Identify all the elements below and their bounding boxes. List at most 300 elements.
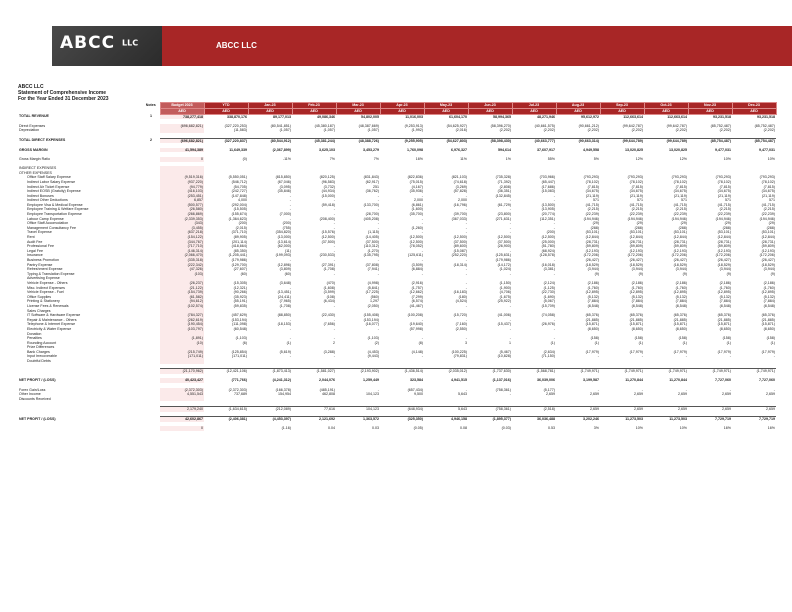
month-cell: (7,299) xyxy=(411,294,423,299)
ytd-cell: 4,000 xyxy=(238,198,247,203)
row-label: Other Income xyxy=(19,392,41,397)
month-cell: (17,979) xyxy=(761,349,775,354)
row-label: Rent xyxy=(27,235,35,240)
month-cell: 1,259,449 xyxy=(363,378,379,383)
month-cell: - xyxy=(465,207,467,212)
month-cell: (28,700) xyxy=(365,212,379,217)
month-cell: (194,946) xyxy=(671,216,687,221)
month-cell: (34,675) xyxy=(717,189,731,194)
month-cell: (2,186) xyxy=(719,280,731,285)
month-cell: (37,500) xyxy=(365,239,379,244)
month-cell: - xyxy=(333,244,335,249)
month-cell: (18,529) xyxy=(585,262,599,267)
month-cell: (7,884) xyxy=(587,299,599,304)
ytd-cell: (35,923) xyxy=(233,294,247,299)
month-cell: (36,762) xyxy=(365,189,379,194)
month-cell: (12,500) xyxy=(409,239,423,244)
budget-cell: (61,582) xyxy=(160,295,204,300)
month-cell: (133,700) xyxy=(363,202,379,207)
currency-label: AED xyxy=(732,109,776,115)
month-cell: (16,018) xyxy=(541,262,555,267)
month-cell: (4,167) xyxy=(411,184,423,189)
ytd-cell: (15,505) xyxy=(233,207,247,212)
month-cell: - xyxy=(465,258,467,262)
month-cell: 571 xyxy=(681,198,687,203)
row-label: Indirect Bonuses xyxy=(27,193,54,198)
month-cell: (8,650) xyxy=(587,326,599,331)
row-label: Donation xyxy=(27,331,42,336)
row-label: Employee Visa & Medical Expense xyxy=(27,202,83,207)
ytd-cell: (12,321) xyxy=(233,285,247,290)
month-cell: 571 xyxy=(593,198,599,203)
month-cell: (9) xyxy=(682,271,687,276)
month-cell: (12,500) xyxy=(409,235,423,240)
month-cell: (1,057) xyxy=(367,128,379,133)
budget-cell: (2,066,470) xyxy=(160,253,204,258)
month-cell: - xyxy=(421,258,423,262)
month-cell: (88,850) xyxy=(277,313,291,318)
header-month: Dec-23 xyxy=(732,103,776,109)
month-cell: (2,202) xyxy=(587,128,599,133)
month-cell: 2,659 xyxy=(546,392,555,397)
month-cell: - xyxy=(377,326,379,331)
month-cell: (53,101) xyxy=(629,230,643,235)
month-cell: (2,050) xyxy=(367,303,379,308)
month-cell: (180) xyxy=(458,294,467,299)
month-cell: - xyxy=(421,248,423,253)
month-cell: 11,270,844 xyxy=(625,378,643,383)
month-cell: (15,000) xyxy=(321,193,335,198)
month-cell: (13,614) xyxy=(277,239,291,244)
month-cell: (9) xyxy=(638,271,643,276)
header-month: Aug-23 xyxy=(556,103,600,109)
month-cell: 55% xyxy=(547,156,555,161)
month-cell: (7,965) xyxy=(279,299,291,304)
month-cell: (65,376) xyxy=(673,313,687,318)
month-cell: (78,102) xyxy=(717,179,731,184)
row-label: Rounding Account xyxy=(27,340,57,345)
month-cell: (230,533) xyxy=(319,253,335,258)
row-label: Vehicle Expense - Fuel xyxy=(27,290,64,295)
month-cell: (41,715) xyxy=(717,202,731,207)
month-cell: (17,686) xyxy=(541,184,555,189)
ytd-cell: (111,098) xyxy=(232,322,247,327)
month-cell: (12,895) xyxy=(717,290,731,295)
header-month: Jan-23 xyxy=(248,103,292,109)
month-cell: 2,659 xyxy=(688,407,732,412)
month-cell: (15,871) xyxy=(761,322,775,327)
month-cell: (34,675) xyxy=(673,189,687,194)
month-cell: 2,659 xyxy=(732,407,776,412)
month-cell: - xyxy=(465,285,467,290)
month-cell: 49,086,346 xyxy=(317,114,335,119)
month-cell: (14,405) xyxy=(365,235,379,240)
month-cell: (7,815) xyxy=(763,184,775,189)
month-cell: (2,518) xyxy=(512,407,556,412)
month-cell: - xyxy=(509,317,511,322)
row-label: Management Consultancy Fee xyxy=(27,225,76,230)
month-cell: (3,599) xyxy=(323,290,335,295)
ytd-cell: (1,364,623) xyxy=(228,216,247,221)
month-cell: (96,583) xyxy=(321,179,335,184)
month-cell: 323,584 xyxy=(410,378,423,383)
month-cell: 54,802,005 xyxy=(361,114,379,119)
ytd-cell: (15,305) xyxy=(233,280,247,285)
month-cell: - xyxy=(465,303,467,308)
month-cell: (4,998) xyxy=(367,280,379,285)
month-cell: (2,202) xyxy=(499,128,511,133)
month-cell: (1,608) xyxy=(323,285,335,290)
month-cell: (80,541,851) xyxy=(270,123,291,128)
month-cell: (793,293) xyxy=(759,175,775,180)
month-cell: (18,529) xyxy=(673,262,687,267)
month-cell: - xyxy=(289,198,291,203)
month-cell: (89,600) xyxy=(453,244,467,249)
row-label: Input Irrecoverable xyxy=(27,354,57,359)
month-cell: - xyxy=(509,198,511,203)
month-cell: (793,293) xyxy=(583,175,599,180)
budget-cell: (696,682,821) xyxy=(160,124,204,129)
month-cell: (17,979) xyxy=(585,349,599,354)
month-cell: (1,600) xyxy=(411,207,423,212)
month-cell: - xyxy=(509,326,511,331)
month-cell: - xyxy=(289,336,291,341)
month-cell: (21,119) xyxy=(717,193,731,198)
month-cell: (85,754,487) xyxy=(732,138,776,143)
budget-cell: (335,318) xyxy=(160,258,204,263)
month-cell: - xyxy=(289,202,291,207)
month-cell: (657,434) xyxy=(407,387,423,392)
month-cell: (18,314) xyxy=(453,262,467,267)
month-cell: (27,391) xyxy=(321,262,335,267)
month-cell: (125,611) xyxy=(407,253,423,258)
month-cell: (158) xyxy=(722,336,731,341)
month-cell: (212,089) xyxy=(248,407,292,412)
month-cell: (405,208) xyxy=(363,216,379,221)
month-cell: - xyxy=(553,225,555,230)
month-cell: (758,361) xyxy=(495,387,511,392)
heading-company: ABCC LLC xyxy=(18,84,44,90)
month-cell: (1,749,971) xyxy=(644,369,688,374)
month-cell: - xyxy=(289,193,291,198)
month-cell: (8,650) xyxy=(719,326,731,331)
row-label: GROSS MARGIN xyxy=(19,147,48,152)
ytd-cell: (242,727) xyxy=(231,189,247,194)
currency-label: AED xyxy=(424,109,468,115)
month-cell: - xyxy=(641,354,643,359)
month-cell: (78,102) xyxy=(673,179,687,184)
month-cell: (7,160) xyxy=(455,322,467,327)
header-ytd: YTD xyxy=(204,103,248,109)
month-cell: 4,941,515 xyxy=(451,378,467,383)
header-company-name: ABCC LLC xyxy=(216,41,257,50)
month-cell: (65,376) xyxy=(717,313,731,318)
row-note: 1 xyxy=(150,114,152,119)
ytd-cell: (2,015) xyxy=(235,225,247,230)
month-cell: - xyxy=(377,221,379,226)
month-cell: (1,749,971) xyxy=(732,369,776,374)
month-cell: (13,000) xyxy=(277,235,291,240)
month-cell: (79,831) xyxy=(453,354,467,359)
heading-period: For the Year Ended 31 December 2023 xyxy=(18,96,109,102)
month-cell: (1,760) xyxy=(675,285,687,290)
month-cell: (1,900) xyxy=(499,285,511,290)
month-cell: (1.16) xyxy=(281,426,291,431)
month-cell: (12,895) xyxy=(585,290,599,295)
month-cell: (59,809) xyxy=(717,244,731,249)
month-cell: (7,941) xyxy=(367,267,379,272)
month-cell: (3,509) xyxy=(411,262,423,267)
row-label: Sales Charges xyxy=(27,308,51,313)
currency-label: AED xyxy=(512,109,556,115)
month-cell: - xyxy=(465,221,467,226)
month-cell: (17,979) xyxy=(717,349,731,354)
month-cell: (26,427) xyxy=(585,258,599,262)
month-cell: 13,020,825 xyxy=(625,147,643,152)
month-cell: (59,809) xyxy=(761,244,775,249)
row-label: Travel Expense xyxy=(27,230,52,235)
row-label: Legal Fee xyxy=(27,248,43,253)
month-cell: (822,836) xyxy=(407,175,423,180)
month-cell: 3,453,279 xyxy=(363,147,379,152)
month-cell: (5,132) xyxy=(631,294,643,299)
month-cell: (820,125) xyxy=(319,175,335,180)
month-cell: (26,900) xyxy=(497,244,511,249)
month-cell: (59,418) xyxy=(321,202,335,207)
month-cell: (8,548) xyxy=(587,303,599,308)
month-cell: (132,845) xyxy=(495,193,511,198)
month-cell: (172,206) xyxy=(671,253,687,258)
month-cell: 2,659 xyxy=(766,392,775,397)
month-cell: (99,644,789) xyxy=(600,138,644,143)
month-cell: (1,992) xyxy=(411,128,423,133)
month-cell: (28,731) xyxy=(761,239,775,244)
month-cell: (1,115) xyxy=(367,230,379,235)
month-cell: (8,548) xyxy=(763,303,775,308)
month-cell: 2,659 xyxy=(600,407,644,412)
month-cell: (2,550) xyxy=(455,326,467,331)
row-label: Printing & Stationery xyxy=(27,299,60,304)
month-cell: (7,656) xyxy=(323,322,335,327)
month-cell: 462,808 xyxy=(322,392,335,397)
month-cell: 2,659 xyxy=(634,392,643,397)
ytd-cell: (6) xyxy=(242,340,247,345)
budget-cell: (266,869) xyxy=(160,212,204,217)
month-cell: (128,578) xyxy=(539,253,555,258)
budget-cell: 6,857 xyxy=(160,198,204,203)
month-cell: (1,270) xyxy=(367,248,379,253)
month-cell: (25,922) xyxy=(497,299,511,304)
month-cell: (1) xyxy=(770,340,775,345)
month-cell: (2,916) xyxy=(411,280,423,285)
month-cell: (7,884) xyxy=(719,299,731,304)
month-cell: (110,312) xyxy=(363,244,379,249)
budget-cell: (154,739) xyxy=(160,290,204,295)
month-cell: - xyxy=(773,354,775,359)
month-cell: (100,225) xyxy=(451,349,467,354)
month-cell: (158) xyxy=(678,336,687,341)
month-cell: (62,000) xyxy=(277,244,291,249)
month-cell: 89,177,013 xyxy=(273,114,291,119)
ytd-cell: (2,406,381) xyxy=(204,417,248,422)
month-cell: (2,634) xyxy=(543,349,555,354)
budget-cell: (1,891) xyxy=(160,336,204,341)
month-cell: (5,132) xyxy=(763,294,775,299)
month-cell: (22,239) xyxy=(585,212,599,217)
month-cell: (29) xyxy=(768,221,775,226)
month-cell: - xyxy=(465,280,467,285)
month-cell: - xyxy=(289,216,291,221)
month-cell: 6,976,327 xyxy=(451,147,467,152)
month-cell: (703,966) xyxy=(539,175,555,180)
month-cell: (7,815) xyxy=(587,184,599,189)
row-label: NET PROFIT / (LOSS) xyxy=(19,416,56,421)
month-cell: (3,944) xyxy=(675,267,687,272)
month-cell: (17,225) xyxy=(365,290,379,295)
month-cell: (34,675) xyxy=(761,189,775,194)
month-cell: (5,132) xyxy=(675,294,687,299)
month-cell: (12,844) xyxy=(629,235,643,240)
budget-cell: (26,580) xyxy=(160,207,204,212)
month-cell: (2,215) xyxy=(587,207,599,212)
month-cell: 112,663,614 xyxy=(623,114,643,119)
month-cell: - xyxy=(465,267,467,272)
ytd-cell: (171,011) xyxy=(231,354,247,359)
month-cell: (125,631) xyxy=(495,253,511,258)
month-cell: (12,193) xyxy=(761,248,775,253)
month-cell: (28,731) xyxy=(629,239,643,244)
month-cell: (7,815) xyxy=(719,184,731,189)
month-cell: (1,125) xyxy=(543,285,555,290)
month-cell: (1) xyxy=(726,340,731,345)
month-cell: (7,000) xyxy=(279,212,291,217)
month-cell: (22,239) xyxy=(629,212,643,217)
ytd-cell: (292,004) xyxy=(231,202,247,207)
month-cell: - xyxy=(333,198,335,203)
ytd-cell: (200) xyxy=(238,221,247,226)
month-cell: 77,616 xyxy=(292,407,336,412)
month-cell: (53,101) xyxy=(585,230,599,235)
month-cell: (13,905) xyxy=(541,207,555,212)
month-cell: (41,715) xyxy=(629,202,643,207)
month-cell: (21,119) xyxy=(629,193,643,198)
month-cell: 5% xyxy=(593,156,599,161)
row-label: Labour Camp Expense xyxy=(27,216,64,221)
budget-cell: (215,749) xyxy=(160,350,204,355)
month-cell: (158) xyxy=(766,336,775,341)
month-cell: (25,000) xyxy=(541,239,555,244)
ytd-cell: (418,664) xyxy=(231,244,247,249)
month-cell: (172,206) xyxy=(759,253,775,258)
month-cell: - xyxy=(509,207,511,212)
month-cell: (821,103) xyxy=(451,175,467,180)
month-cell: (13,451) xyxy=(277,290,291,295)
month-cell: (59,809) xyxy=(673,244,687,249)
month-cell: (22,730) xyxy=(541,290,555,295)
month-cell: (78,052) xyxy=(409,244,423,249)
month-cell: (18,153) xyxy=(277,322,291,327)
month-cell: - xyxy=(377,271,379,276)
month-cell: (1,436,514) xyxy=(380,369,424,374)
month-cell: (5,132) xyxy=(587,294,599,299)
month-cell: - xyxy=(685,354,687,359)
month-cell: (5,177) xyxy=(543,387,555,392)
month-cell: (23,800) xyxy=(497,212,511,217)
month-cell: 0.53 xyxy=(548,426,555,431)
month-cell: - xyxy=(289,258,291,262)
month-cell: (12,896) xyxy=(277,262,291,267)
header-month: Jul-23 xyxy=(512,103,556,109)
month-cell: 16% xyxy=(723,426,731,431)
month-cell: (3,732) xyxy=(323,184,335,189)
budget-cell: 4,551,543 xyxy=(160,392,204,397)
month-cell: (90,663,314) xyxy=(556,138,600,143)
ytd-cell: (125,854) xyxy=(231,349,247,354)
month-cell: (7,884) xyxy=(763,299,775,304)
month-cell: (60) xyxy=(284,271,291,276)
month-cell: (35,846) xyxy=(277,189,291,194)
month-cell: (5,132) xyxy=(719,294,731,299)
month-cell: (288) xyxy=(766,225,775,230)
month-cell: - xyxy=(333,271,335,276)
month-cell: 3,625,103 xyxy=(319,147,335,152)
row-label: Insurance xyxy=(27,253,43,258)
month-cell: (2) xyxy=(374,340,379,345)
row-label: Refreshment Expense xyxy=(27,267,63,272)
month-cell: 36,036,488 xyxy=(512,417,556,422)
month-cell: (1,895,377) xyxy=(468,417,512,422)
row-label: Repair & Maintenance - Others xyxy=(27,317,77,322)
month-cell: (2,202) xyxy=(763,128,775,133)
ytd-cell: (327,220,253) xyxy=(224,123,247,128)
month-cell: 112,663,614 xyxy=(667,114,687,119)
month-cell: (39,700) xyxy=(453,212,467,217)
month-cell: 571 xyxy=(637,198,643,203)
month-cell: (2,215) xyxy=(719,207,731,212)
month-cell: (15,083) xyxy=(541,189,555,194)
ytd-cell: (153,194) xyxy=(231,317,247,322)
month-cell: (16,077) xyxy=(365,322,379,327)
month-cell: (15,437) xyxy=(497,322,511,327)
month-cell: (7,884) xyxy=(675,299,687,304)
budget-cell: (103,797) xyxy=(160,327,204,332)
month-cell: - xyxy=(377,258,379,262)
month-cell: 7,727,060 xyxy=(715,378,731,383)
month-cell: (11) xyxy=(284,248,291,253)
month-cell: - xyxy=(333,207,335,212)
ytd-cell: (457,629) xyxy=(231,313,247,318)
month-cell: 95,612,972 xyxy=(581,114,599,119)
month-cell: (37,500) xyxy=(321,239,335,244)
month-cell: 251 xyxy=(373,184,379,189)
month-cell: (18,529) xyxy=(629,262,643,267)
month-cell: (9) xyxy=(726,271,731,276)
month-cell: (15,871) xyxy=(673,322,687,327)
month-cell: (26,427) xyxy=(717,258,731,262)
month-cell: (6,574) xyxy=(411,299,423,304)
budget-cell: (94,779) xyxy=(160,185,204,190)
month-cell: (1,757) xyxy=(411,285,423,290)
month-cell: - xyxy=(465,336,467,341)
ytd-cell: 737,689 xyxy=(234,392,247,397)
month-cell: (1) xyxy=(682,340,687,345)
month-cell: (85,754,487) xyxy=(688,138,732,143)
month-cell: (45,381,244) xyxy=(292,138,336,143)
month-cell: (1) xyxy=(594,340,599,345)
budget-cell: (696,682,821) xyxy=(160,138,204,143)
month-cell: (755) xyxy=(282,225,291,230)
row-label: OTHER EXPENSES xyxy=(19,170,52,175)
